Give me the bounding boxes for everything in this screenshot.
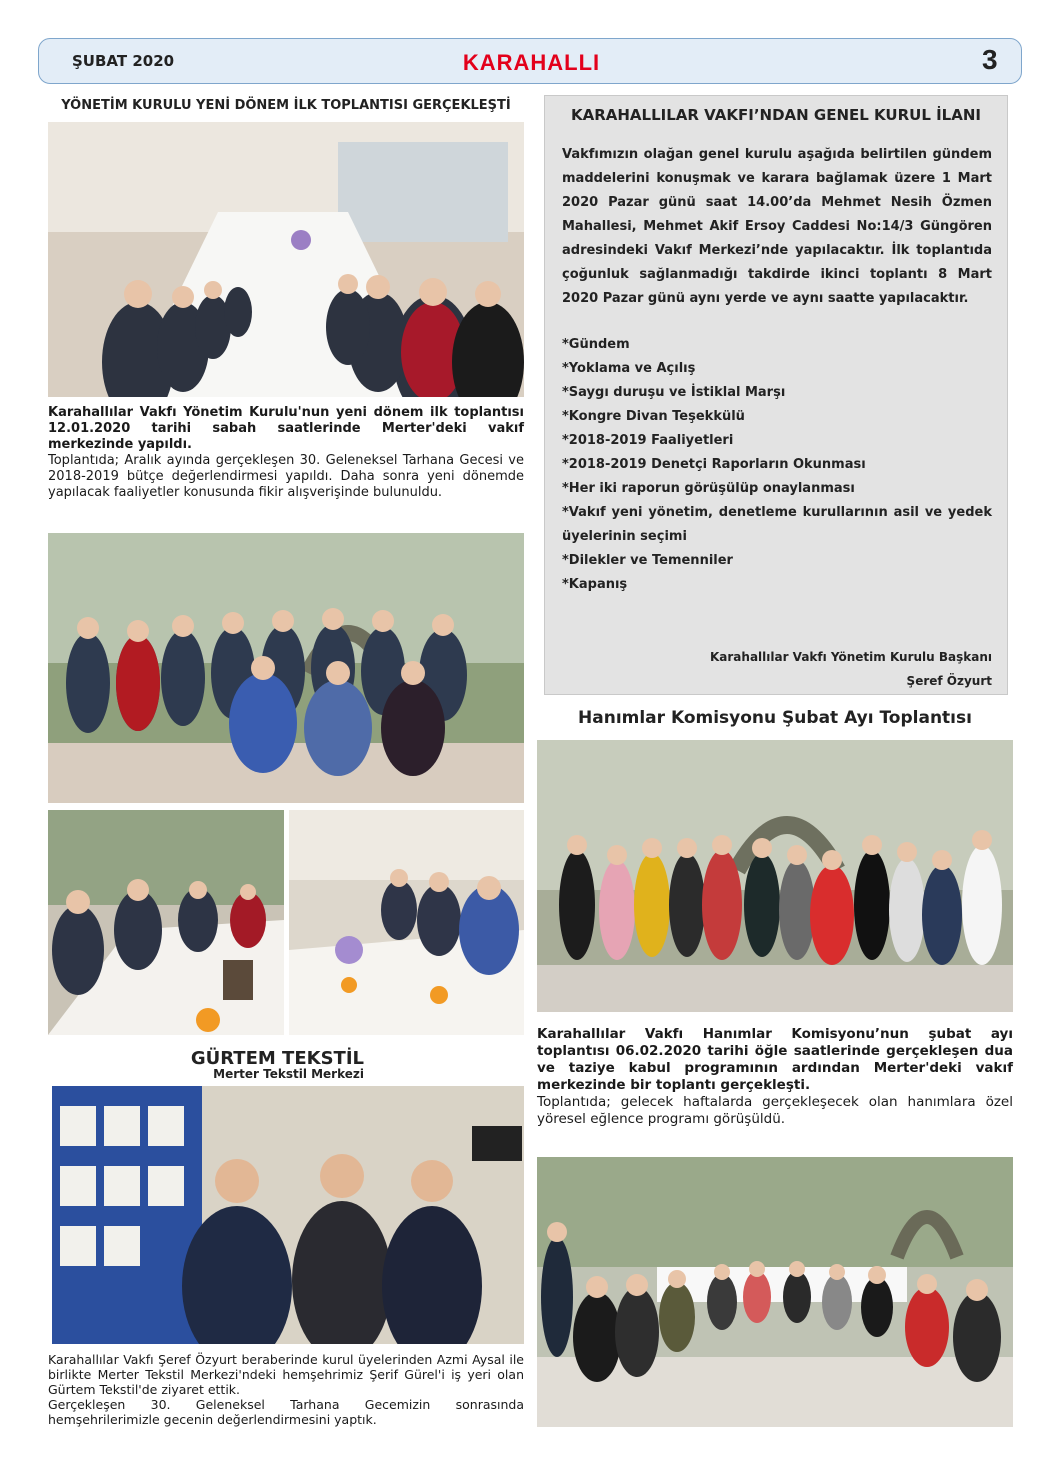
notice-signature xyxy=(562,645,992,693)
board-group-photo xyxy=(48,533,524,803)
board-meeting-photo xyxy=(48,122,524,397)
newspaper-name: KARAHALLI xyxy=(462,50,601,75)
women-committee-photo xyxy=(537,740,1013,1012)
board-table-photo-left xyxy=(48,810,284,1035)
agenda-list xyxy=(562,333,992,597)
agenda-item: *Dilekler ve Temenniler xyxy=(562,553,733,568)
issue-date: ŞUBAT 2020 xyxy=(72,52,175,70)
women-caption-body: Toplantıda; gelecek haftalarda gerçekleşecek olan hanımlara özel yöresel eğlence programı görüşüldü. xyxy=(537,1094,1013,1127)
agenda-item: *Kongre Divan Teşekkülü xyxy=(562,409,745,424)
women-committee-title: Hanımlar Komisyonu Şubat Ayı Toplantısı xyxy=(578,708,972,728)
agenda-item: *Saygı duruşu ve İstiklal Marşı xyxy=(562,385,786,400)
agenda-item: *Her iki raporun görüşülüp onaylanması xyxy=(562,481,855,496)
board-caption-body: Toplantıda; Aralık ayında gerçekleşen 30. Geleneksel Tarhana Gecesi ve 2018-2019 bütçe değerlendirmesi yapıldı. Daha sonra yeni dönemde yapılacak faaliyetler konusunda fikir alışverişinde bulunuldu. xyxy=(48,453,524,500)
gurtem-caption-line2: Gerçekleşen 30. Geleneksel Tarhana Gecemizin sonrasında hemşehrilerimizle gecenin değerlendirmesini yaptık. xyxy=(48,1397,524,1427)
agenda-item: *Kapanış xyxy=(562,577,628,592)
signature-title: Karahallılar Vakfı Yönetim Kurulu Başkanı xyxy=(709,650,992,664)
gurtem-title: GÜRTEM TEKSTİL xyxy=(190,1048,364,1069)
signature-name: Şeref Özyurt xyxy=(906,674,992,688)
notice-body: Vakfımızın olağan genel kurulu aşağıda belirtilen gündem maddelerini konuşmak ve karara bağlamak üzere 1 Mart 2020 Pazar günü saat 14.00’da Mehmet Nesih Özmen Mahallesi, Mehmet Akif Ersoy Caddesi No:14/3 Güngören adresindeki Vakıf Merkezi’nde yapılacaktır. İlk toplantıda çoğunluk sağlanmadığı takdirde ikinci toplantı 8 Mart 2020 Pazar günü aynı yerde ve aynı saatte yapılacaktır. xyxy=(562,147,992,306)
page-number: 3 xyxy=(982,44,998,75)
agenda-item: *2018-2019 Faaliyetleri xyxy=(562,433,734,448)
women-committee-caption xyxy=(537,1026,1013,1128)
agenda-item: *2018-2019 Denetçi Raporların Okunması xyxy=(562,457,866,472)
agenda-item: *Gündem xyxy=(562,337,630,352)
women-meeting-table-photo xyxy=(537,1157,1013,1427)
board-meeting-title: YÖNETİM KURULU YENİ DÖNEM İLK TOPLANTISI GERÇEKLEŞTİ xyxy=(61,98,511,113)
board-meeting-caption xyxy=(48,405,524,501)
gurtem-caption xyxy=(48,1352,524,1427)
board-caption-lead: Karahallılar Vakfı Yönetim Kurulu'nun yeni dönem ilk toplantısı 12.01.2020 tarihi sabah saatlerinde Merter'deki vakıf merkezinde yapıldı. xyxy=(48,405,524,452)
agenda-item: *Yoklama ve Açılış xyxy=(562,361,696,376)
agenda-item: *Vakıf yeni yönetim, denetleme kurullarının asil ve yedek üyelerinin seçimi xyxy=(562,505,992,544)
gurtem-visit-photo xyxy=(52,1086,524,1344)
board-table-photo-right xyxy=(289,810,524,1035)
notice-title: KARAHALLILAR VAKFI’NDAN GENEL KURUL İLANI xyxy=(570,106,981,124)
gurtem-subtitle: Merter Tekstil Merkezi xyxy=(213,1067,364,1081)
women-caption-lead: Karahallılar Vakfı Hanımlar Komisyonu’nun şubat ayı toplantısı 06.02.2020 tarihi öğle saatlerinde gerçekleşen dua ve taziye kabul programının ardından Merter'deki vakıf merkezinde bir toplantı gerçekleşti. xyxy=(537,1026,1013,1093)
gurtem-caption-line1: Karahallılar Vakfı Şeref Özyurt beraberinde kurul üyelerinden Azmi Aysal ile birlikte Merter Tekstil Merkezi'ndeki hemşehrimiz Şerif Gürel'i iş yeri olan Gürtem Tekstil'de ziyaret ettik. xyxy=(48,1352,524,1397)
